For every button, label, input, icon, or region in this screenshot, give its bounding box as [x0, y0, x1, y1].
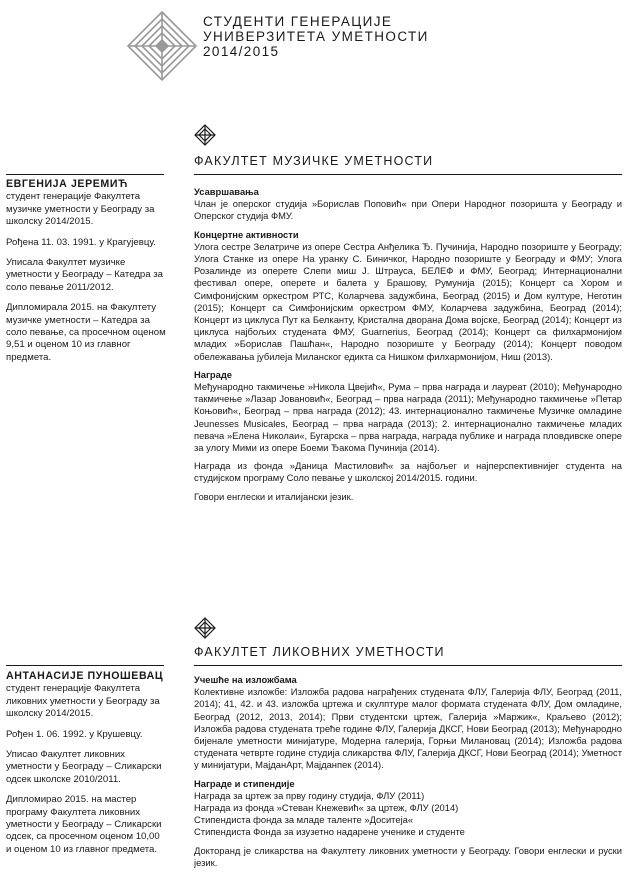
divider: [194, 665, 622, 666]
student-details-fine-arts: [194, 674, 622, 875]
student-graduated: Дипломирала 2015. на Факултету музичке уметности – Катедра за соло певање, са просечном оценом 9,51 и оценом 10 из главног предмета.: [6, 302, 166, 363]
student-name: АНТАНАСИЈЕ ПУНОШЕВАЦ: [6, 670, 164, 682]
student-bio-fine-arts: [6, 670, 166, 864]
title-line-3: 2014/2015: [203, 44, 280, 59]
student-born: Рођена 11. 03. 1991. у Крагујевцу.: [6, 236, 156, 248]
student-name: ЕВГЕНИЈА ЈЕРЕМИЋ: [6, 178, 128, 190]
student-intro: студент генерације Факултета музичке уметности у Београду за школску 2014/2015.: [6, 191, 155, 228]
block-heading: Награде и стипендије: [194, 777, 295, 789]
block-text: Међународно такмичење »Никола Цвејић«, Рума – прва награда и лауреат (2010); Међународно такмичење »Лазар Јовановић«, Београд – прва награда (2011); Међународно такмичење »Петар Коњовић«, Београд – прва награда (2012); 43. интернационално такмичење Музичке омладине Jeunesses Musicales, Београд – прва награда (2013); 2. интернационално такмичење младих певача »Елена Николаи«, Бугарска – прва награда, награда публике и награда пловдивске опере за улогу Мими из опере Боеми Ђакома Пучинија (2014).: [194, 381, 622, 454]
block-text: Докторанд је сликарства на Факултету ликовних уметности у Београду. Говори енглески и руски језик.: [194, 844, 622, 868]
block-text: Говори енглески и италијански језик.: [194, 490, 354, 502]
awards-list: [194, 790, 622, 839]
student-graduated: Дипломирао 2015. на мастер програму Факултета ликовних уметности у Београду – Сликарски одсек, са просечном оценом 10,00 и оценом 10 из главног предмета.: [6, 794, 162, 855]
block-text: Колективне изложбе: Изложба радова награђених студената ФЛУ, Галерија ФЛУ, Београд (2011, 2014); 41, 42. и 43. изложба цртежа и скулптуре малог формата студената ФЛУ, Дом омладине, Београд (2012, 2013, 2014); Први студентски цртеж, Галерија »Маржик«, Краљево (2012); Изложба радова студената треће године ФЛУ, Галерија ДКСГ, Нови Београд (2013); Међународно бијенале уметности минијатуре, Модерна галерија, Горњи Милановац (2014); Изложба радова студената четврте године студија сликарства ФЛУ, Галерија ДКСГ, Нови Београд (2014); Уметност у минијатури, МајданАрт, Мајданпек (2014).: [194, 686, 622, 771]
student-details-music: [194, 186, 622, 509]
divider: [194, 174, 622, 175]
block-text: Члан је оперског студија »Борислав Поповић« при Опери Народног позоришта у Београду и Оперског студија ФМУ.: [194, 198, 622, 222]
block-heading: Концертне активности: [194, 228, 299, 240]
student-enrolled: Уписао Факултет ликовних уметности у Београду – Сликарски одсек школске 2010/2011.: [6, 749, 162, 785]
block-text: Награда из фонда »Даница Мастиловић« за најбољег и најперспективнијег студента на студијском програму Соло певање у школској 2014/2015. години.: [194, 460, 622, 484]
page-title: [203, 14, 429, 59]
list-item: Награда из фонда »Стеван Кнежевић« за цртеж, ФЛУ (2014): [194, 802, 459, 814]
title-line-1: СТУДЕНТИ ГЕНЕРАЦИЈЕ: [203, 14, 393, 29]
list-item: Награда за цртеж за прву годину студија, ФЛУ (2011): [194, 789, 425, 801]
block-heading: Усавршавања: [194, 186, 259, 197]
list-item: Стипендиста Фонда за изузетно надарене ученике и студенте: [194, 826, 465, 838]
student-enrolled: Уписала Факултет музичке уметности у Београду – Катедра за соло певање 2011/2012.: [6, 257, 163, 293]
block-text: Улога сестре Зелатриче из опере Сестра Анђелика Ђ. Пучинија, Народно позориште у Београду; Улога Станке из опере На уранку С. Биничког, Народно позориште у Београду и ФМУ; Улога Розалинде из оперете Слепи миш Ј. Штрауса, БЕЛЕФ и ФМУ, Београд; Интернационални фестивал опере, оперете и балета у Брашову, Румунија (2015); Концерт са Хором и Симфонијским оркестром РТС, Коларчева задужбина, Београд (2015) и Дом културе, Неготин (2015); Концерт са Симфонијским оркестром ФМУ, Коларчева задужбина, Београд (2014); Концерт из циклуса Пут ка Белканту, Кристална дворана Дома војске, Београд (2014); Концерт из циклуса најбољих студената ФМУ, Guarnerius, Београд (2014); Концерт са филхармонијом младих »Борислав Пашћан«, Народно позориште у Београду (2014); Концерт поводом обележавања јубилеја Миланског едикта са Нишком филхармонијом, Ниш (2013).: [194, 240, 622, 362]
block-heading: Учешће на изложбама: [194, 674, 297, 685]
block-heading: Награде: [194, 368, 232, 380]
divider: [6, 665, 164, 666]
student-intro: студент генерације Факултета ликовних уметности у Београду за школску 2014/2015.: [6, 683, 160, 720]
title-line-2: УНИВЕРЗИТЕТА УМЕТНОСТИ: [203, 29, 429, 44]
divider: [6, 174, 164, 175]
student-born: Рођен 1. 06. 1992. у Крушевцу.: [6, 728, 143, 740]
ornament-logo-icon: [126, 10, 198, 82]
list-item: Стипендиста фонда за младе таленте »Доситеја«: [194, 814, 414, 826]
diamond-ornament-icon: [194, 124, 216, 146]
section-title-fine-arts: ФАКУЛТЕТ ЛИКОВНИХ УМЕТНОСТИ: [194, 645, 445, 659]
student-bio-music: [6, 178, 166, 372]
diamond-ornament-icon: [194, 617, 216, 639]
section-title-music: ФАКУЛТЕТ МУЗИЧКЕ УМЕТНОСТИ: [194, 154, 434, 168]
